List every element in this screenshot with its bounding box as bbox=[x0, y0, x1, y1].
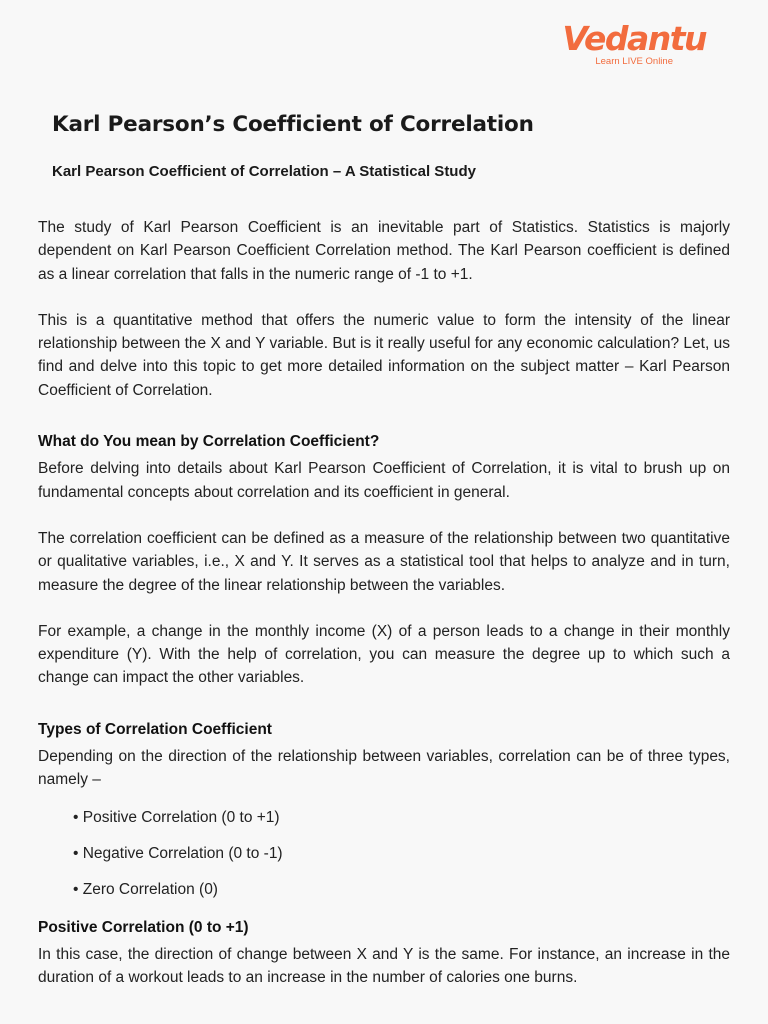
list-item: • Positive Correlation (0 to +1) bbox=[73, 808, 280, 826]
heading-positive: Positive Correlation (0 to +1) bbox=[38, 918, 249, 936]
paragraph-meaning-2: The correlation coefficient can be defined as a measure of the relationship between two quantitative or qualitative variables, i.e., X and Y. It serves as a statistical tool that helps to analyze and in turn, measure the degree of the linear relationship between the variables. bbox=[38, 529, 730, 594]
types-list bbox=[38, 806, 730, 914]
paragraph-types-intro: Depending on the direction of the relationship between variables, correlation can be of three types, namely – bbox=[38, 748, 730, 789]
paragraph-meaning-1: Before delving into details about Karl Pearson Coefficient of Correlation, it is vital to brush up on fundamental concepts about correlation and its coefficient in general. bbox=[38, 460, 730, 501]
heading-meaning: What do You mean by Correlation Coefficient? bbox=[38, 433, 380, 451]
page-title: Karl Pearson’s Coefficient of Correlation bbox=[52, 112, 534, 137]
list-item: • Negative Correlation (0 to -1) bbox=[73, 844, 283, 862]
logo-tagline: Learn LIVE Online bbox=[595, 56, 673, 67]
paragraph-meaning-3: For example, a change in the monthly income (X) of a person leads to a change in their monthly expenditure (Y). With the help of correlation, you can measure the degree up to which such a change can impact the other variables. bbox=[38, 622, 730, 687]
list-item: • Zero Correlation (0) bbox=[73, 880, 218, 898]
page-subtitle: Karl Pearson Coefficient of Correlation – A Statistical Study bbox=[52, 163, 476, 180]
vedantu-logo[interactable] bbox=[562, 20, 706, 67]
paragraph-positive-1: In this case, the direction of change between X and Y is the same. For instance, an increase in the duration of a workout leads to an increase in the number of calories one burns. bbox=[38, 945, 730, 987]
logo-wordmark: Vedantu bbox=[562, 19, 706, 58]
article-body bbox=[38, 216, 730, 990]
paragraph-intro-2: This is a quantitative method that offers the numeric value to form the intensity of the linear relationship between the X and Y variable. But is it really useful for any economic calculation? Let, us find and delve into this topic to get more detailed information on the subject matter – Karl Pearson Coefficient of Correlation. bbox=[38, 311, 730, 399]
paragraph-intro-1: The study of Karl Pearson Coefficient is an inevitable part of Statistics. Statistics is majorly dependent on Karl Pearson Coefficient Correlation method. The Karl Pearson coefficient is defined as a linear correlation that falls in the numeric range of -1 to +1. bbox=[38, 219, 730, 283]
heading-types: Types of Correlation Coefficient bbox=[38, 720, 272, 738]
